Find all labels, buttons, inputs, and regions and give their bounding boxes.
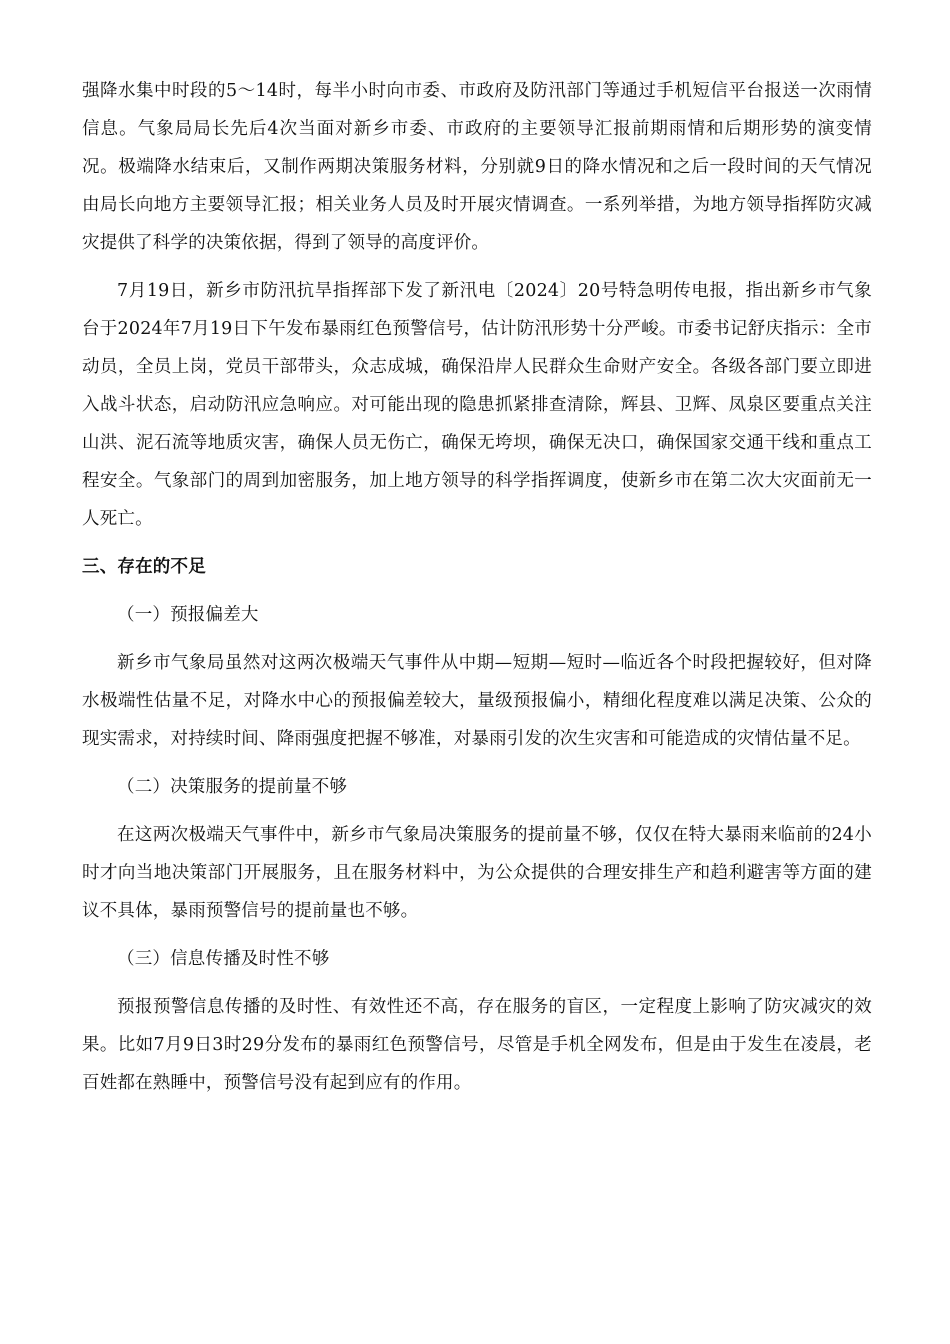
subsection-text-1: 新乡市气象局虽然对这两次极端天气事件从中期—短期—短时—临近各个时段把握较好，但对降水极端性估量不足，对降水中心的预报偏差较大，量级预报偏小，精细化程度难以满足决策、公众的现实需求，对持续时间、降雨强度把握不够准，对暴雨引发的次生灾害和可能造成的灾情估量不足。 <box>82 653 872 749</box>
subsection-title-2: （二）决策服务的提前量不够 <box>117 777 348 797</box>
subsection-title-1: （一）预报偏差大 <box>117 605 259 625</box>
subsection-title-3: （三）信息传播及时性不够 <box>117 949 330 969</box>
section-heading: 三、存在的不足 <box>82 557 206 577</box>
subsection-text-2: 在这两次极端天气事件中，新乡市气象局决策服务的提前量不够，仅仅在特大暴雨来临前的24小时才向当地决策部门开展服务，且在服务材料中，为公众提供的合理安排生产和趋利避害等方面的建议不具体，暴雨预警信号的提前量也不够。 <box>82 825 872 921</box>
document-page <box>82 72 872 1112</box>
paragraph-decision-service: 强降水集中时段的5～14时，每半小时向市委、市政府及防汛部门等通过手机短信平台报送一次雨情信息。气象局局长先后4次当面对新乡市委、市政府的主要领导汇报前期雨情和后期形势的演变情况。极端降水结束后，又制作两期决策服务材料，分别就9日的降水情况和之后一段时间的天气情况由局长向地方主要领导汇报；相关业务人员及时开展灾情调查。一系列举措，为地方领导指挥防灾减灾提供了科学的决策依据，得到了领导的高度评价。 <box>82 81 872 253</box>
subsection-text-3: 预报预警信息传播的及时性、有效性还不高，存在服务的盲区，一定程度上影响了防灾减灾的效果。比如7月9日3时29分发布的暴雨红色预警信号，尽管是手机全网发布，但是由于发生在凌晨，老百姓都在熟睡中，预警信号没有起到应有的作用。 <box>82 997 872 1093</box>
paragraph-july-19: 7月19日，新乡市防汛抗旱指挥部下发了新汛电〔2024〕20号特急明传电报，指出新乡市气象台于2024年7月19日下午发布暴雨红色预警信号，估计防汛形势十分严峻。市委书记舒庆指示：全市动员，全员上岗，党员干部带头，众志成城，确保沿岸人民群众生命财产安全。各级各部门要立即进入战斗状态，启动防汛应急响应。对可能出现的隐患抓紧排查清除，辉县、卫辉、凤泉区要重点关注山洪、泥石流等地质灾害，确保人员无伤亡，确保无垮坝，确保无决口，确保国家交通干线和重点工程安全。气象部门的周到加密服务，加上地方领导的科学指挥调度，使新乡市在第二次大灾面前无一人死亡。 <box>82 281 872 529</box>
